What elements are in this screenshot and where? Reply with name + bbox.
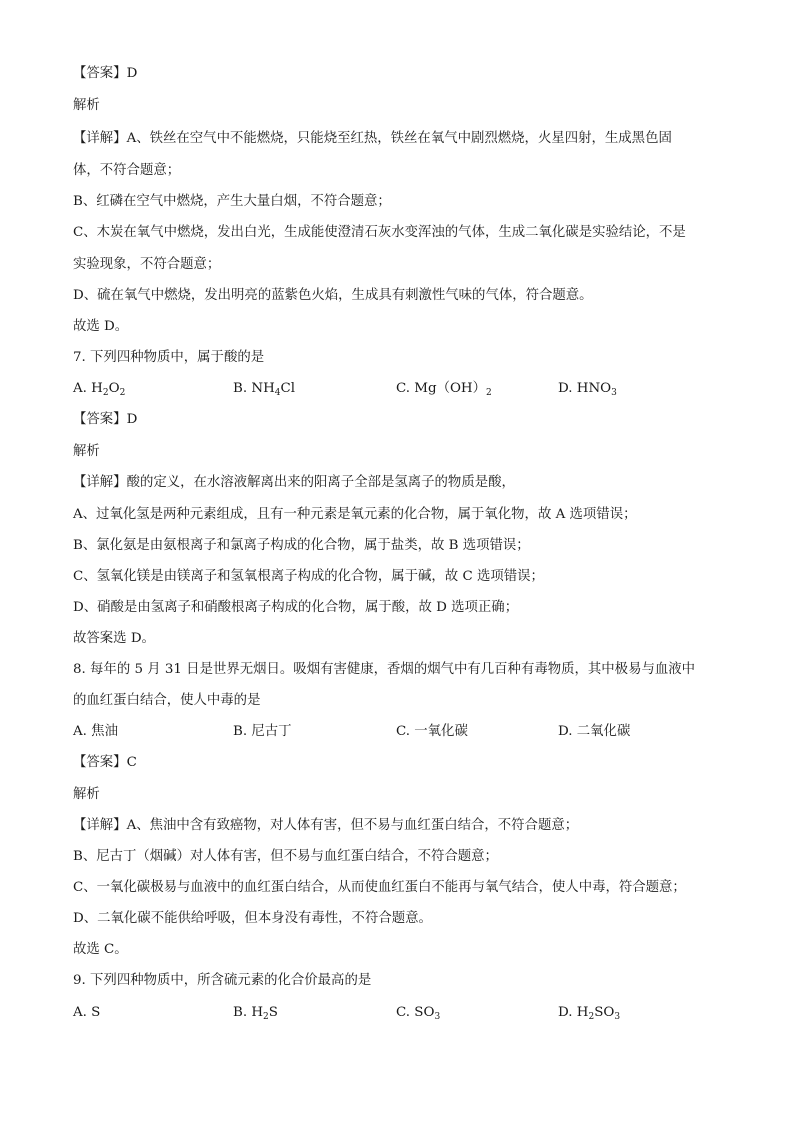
q6-answer-value: D: [126, 66, 138, 81]
q7-detail-a: A、过氧化氢是两种元素组成，且有一种元素是氧元素的化合物，属于氧化物，故 A 选项错误；: [73, 507, 637, 522]
q7-answer-line: [73, 411, 137, 429]
q6-detail-b: B、红磷在空气中燃烧，产生大量白烟，不符合题意；: [73, 194, 391, 209]
answer-label: 【答案】: [73, 412, 127, 427]
q7-analysis-label: 解析: [73, 444, 100, 459]
q6-analysis-label: 解析: [73, 98, 100, 113]
q8-answer-value: C: [126, 755, 137, 770]
q9-option-b: B. $H_2S$: [233, 1005, 278, 1022]
q6-answer-line: [73, 65, 137, 83]
q6-detail-c-1: C、木炭在氧气中燃烧，发出白光，生成能使澄清石灰水变浑浊的气体，生成二氧化碳是实验结论，不是: [73, 225, 686, 240]
q7-answer-value: D: [126, 412, 138, 427]
q6-detail-c-2: 实验现象，不符合题意；: [73, 257, 221, 272]
q8-detail-c: C、一氧化碳极易与血液中的血红蛋白结合，从而使血红蛋白不能再与氧气结合，使人中毒，符合题意；: [73, 880, 686, 895]
q6-detail-line-2: 体，不符合题意；: [73, 163, 181, 178]
q6-detail-d: D、硫在氧气中燃烧，发出明亮的蓝紫色火焰，生成具有刺激性气味的气体，符合题意。: [73, 288, 593, 303]
q8-option-b: B. 尼古丁: [233, 724, 292, 739]
q8-analysis-label: 解析: [73, 787, 100, 802]
answer-label: 【答案】: [73, 755, 127, 770]
q9-option-a: A. S: [73, 1005, 101, 1020]
q8-detail-d: D、二氧化碳不能供给呼吸，但本身没有毒性，不符合题意。: [73, 911, 432, 926]
q8-conclusion: 故选 C。: [73, 942, 128, 957]
q7-option-c: C. $Mg(OH)_2$: [396, 381, 492, 398]
q8-answer-line: [73, 754, 137, 772]
detail-label: 【详解】: [73, 131, 127, 146]
q7-detail-line-1: 【详解】酸的定义，在水溶液解离出来的阳离子全部是氢离子的物质是酸，: [73, 475, 515, 490]
q8-detail-b: B、尼古丁（烟碱）对人体有害，但不易与血红蛋白结合，不符合题意；: [73, 849, 498, 864]
q7-question: 7. 下列四种物质中，属于酸的是: [73, 350, 265, 365]
q9-option-d: D. $H_2SO_3$: [558, 1005, 621, 1022]
q7-option-a: A. $H_2O_2$: [73, 381, 126, 398]
q7-detail-b: B、氯化氨是由氨根离子和氯离子构成的化合物，属于盐类，故 B 选项错误；: [73, 538, 530, 553]
q8-option-a: A. 焦油: [73, 724, 118, 739]
q9-option-c: C. $SO_3$: [396, 1005, 441, 1022]
q8-question-line-1: 8. 每年的 5 月 31 日是世界无烟日。吸烟有害健康，香烟的烟气中有几百种有毒物质，其中极易与血液中: [73, 662, 696, 677]
q6-conclusion: 故选 D。: [73, 319, 129, 334]
q7-detail-d: D、硝酸是由氢离子和硝酸根离子构成的化合物，属于酸，故 D 选项正确；: [73, 600, 519, 615]
q8-option-c: C. 一氧化碳: [396, 724, 468, 739]
q7-detail-c: C、氢氧化镁是由镁离子和氢氧根离子构成的化合物，属于碱，故 C 选项错误；: [73, 569, 544, 584]
answer-label: 【答案】: [73, 66, 127, 81]
q8-detail-line-1: 【详解】A、焦油中含有致癌物，对人体有害，但不易与血红蛋白结合，不符合题意；: [73, 818, 579, 833]
detail-label: 【详解】: [73, 475, 127, 490]
detail-label: 【详解】: [73, 818, 127, 833]
q7-conclusion: 故答案选 D。: [73, 631, 155, 646]
q8-option-d: D. 二氧化碳: [558, 724, 631, 739]
q8-question-line-2: 的血红蛋白结合，使人中毒的是: [73, 693, 261, 708]
q7-option-d: D. $HNO_3$: [558, 381, 617, 398]
q6-detail-line-1: 【详解】A、铁丝在空气中不能燃烧，只能烧至红热，铁丝在氧气中剧烈燃烧，火星四射，生成黑色固: [73, 131, 672, 146]
q9-question: 9. 下列四种物质中，所含硫元素的化合价最高的是: [73, 973, 372, 988]
q7-option-b: B. $NH_4Cl$: [233, 381, 296, 398]
